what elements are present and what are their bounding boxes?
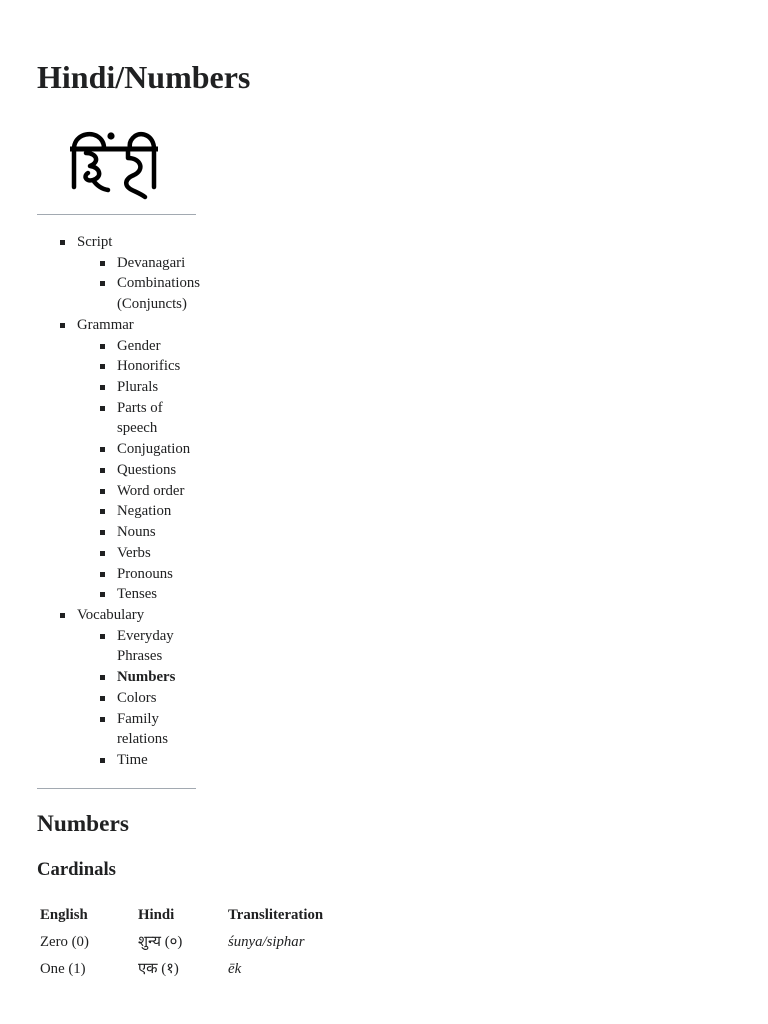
nav-section-grammar	[77, 315, 204, 605]
table-cell-hindi: एक (१)	[138, 961, 179, 977]
subsection-heading-cardinals: Cardinals	[37, 859, 116, 880]
nav-link-family-relations[interactable]: Family relations	[117, 710, 168, 748]
table-header-hindi: Hindi	[138, 907, 175, 923]
table-cell-english: One (1)	[40, 961, 86, 977]
anusvara-dot	[107, 132, 114, 139]
hindi-wordmark-logo	[66, 125, 166, 200]
nav-link-everyday-phrases[interactable]: Everyday Phrases	[117, 627, 174, 665]
nav-item-nouns	[117, 522, 204, 543]
nav-section-label: Vocabulary	[77, 606, 145, 623]
nav-link-parts-of-speech[interactable]: Parts of speech	[117, 399, 163, 437]
nav-item-questions	[117, 460, 204, 481]
nav-link-verbs[interactable]: Verbs	[117, 544, 151, 561]
nav-section-script	[77, 232, 204, 315]
nav-link-pronouns[interactable]: Pronouns	[117, 565, 173, 582]
nav-link-conjugation[interactable]: Conjugation	[117, 441, 191, 458]
nav-link-devanagari[interactable]: Devanagari	[117, 254, 186, 271]
da-glyph	[126, 151, 145, 197]
nav-item-tenses	[117, 584, 204, 605]
ha-glyph	[86, 153, 108, 190]
cardinals-table	[37, 902, 355, 983]
table-cell-english: Zero (0)	[40, 934, 89, 950]
nav-link-questions[interactable]: Questions	[117, 461, 177, 478]
nav-item-time	[117, 750, 204, 771]
nav-link-time[interactable]: Time	[117, 751, 148, 768]
nav-item-negation	[117, 501, 204, 522]
table-row	[37, 956, 355, 983]
nav-item-gender	[117, 336, 204, 357]
nav-item-honorifics	[117, 356, 204, 377]
table-cell-hindi: शुन्य (०)	[138, 934, 183, 950]
section-heading-numbers: Numbers	[37, 811, 129, 837]
table-header-english: English	[40, 907, 88, 923]
nav-link-tenses[interactable]: Tenses	[117, 586, 158, 603]
nav-link-colors[interactable]: Colors	[117, 689, 157, 706]
nav-link-combinations[interactable]: Combinations (Conjuncts)	[117, 275, 201, 313]
nav-section-items	[77, 253, 204, 315]
nav-item-pronouns	[117, 564, 204, 585]
nav-current-page-numbers: Numbers	[117, 669, 176, 686]
shirorekha-bar	[70, 147, 158, 152]
nav-section-items	[77, 336, 204, 605]
nav-link-nouns[interactable]: Nouns	[117, 524, 156, 541]
nav-item-parts-of-speech	[117, 398, 204, 439]
nav-item-conjugation	[117, 439, 204, 460]
table-cell-transliteration: ēk	[228, 961, 242, 977]
nav-link-negation[interactable]: Negation	[117, 503, 172, 520]
nav-item-family-relations	[117, 709, 204, 750]
nav-link-plurals[interactable]: Plurals	[117, 379, 159, 396]
table-header-transliteration: Transliteration	[228, 907, 324, 923]
nav-section-label: Script	[77, 234, 113, 250]
nav-item-everyday-phrases	[117, 626, 204, 667]
table-header-row	[37, 902, 355, 929]
nav-divider-top	[37, 214, 196, 215]
nav-link-gender[interactable]: Gender	[117, 337, 161, 354]
nav-item-numbers-current	[117, 667, 204, 688]
nav-link-word-order[interactable]: Word order	[117, 482, 185, 499]
book-navigation	[77, 232, 204, 771]
table-cell-transliteration: śunya/siphar	[228, 934, 305, 950]
nav-item-word-order	[117, 481, 204, 502]
nav-item-colors	[117, 688, 204, 709]
nav-item-combinations	[117, 273, 204, 314]
nav-item-plurals	[117, 377, 204, 398]
nav-link-honorifics[interactable]: Honorifics	[117, 358, 181, 375]
page-title: Hindi/Numbers	[37, 59, 251, 95]
nav-section-label: Grammar	[77, 316, 134, 333]
nav-item-devanagari	[117, 253, 204, 274]
table-row	[37, 929, 355, 956]
nav-section-items	[77, 626, 204, 771]
nav-item-verbs	[117, 543, 204, 564]
nav-section-vocabulary	[77, 605, 204, 771]
nav-divider-bottom	[37, 788, 196, 789]
hindi-logo	[66, 125, 166, 200]
